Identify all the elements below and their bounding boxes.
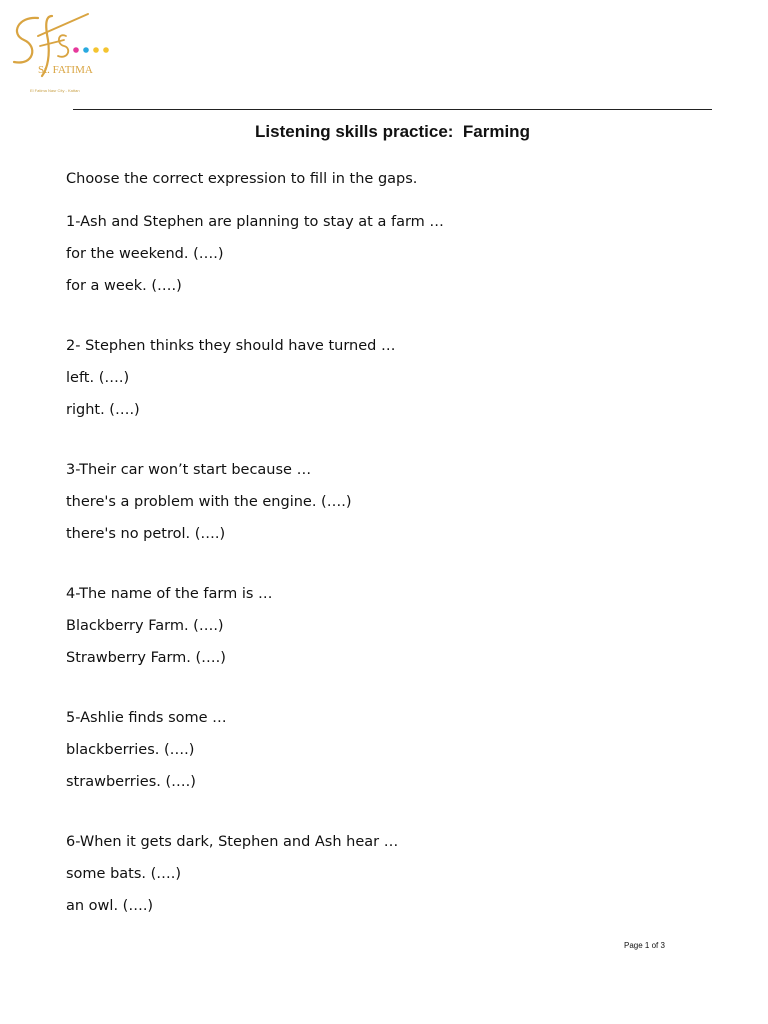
question-prompt: 4-The name of the farm is …: [66, 586, 273, 602]
question-3: [66, 461, 726, 543]
answer-option[interactable]: for the weekend. (….): [66, 246, 224, 262]
logo-dot: [83, 47, 89, 53]
instructions: Choose the correct expression to fill in the gaps.: [66, 171, 418, 187]
answer-option[interactable]: some bats. (….): [66, 866, 182, 882]
logo-name: St. FATIMA: [38, 64, 93, 76]
answer-option[interactable]: for a week. (….): [66, 278, 182, 294]
answer-option[interactable]: right. (….): [66, 402, 140, 418]
worksheet-content: [66, 170, 726, 957]
page-title: Listening skills practice: Farming: [255, 122, 530, 141]
answer-option[interactable]: Strawberry Farm. (….): [66, 650, 226, 666]
logo-mark-icon: [8, 10, 128, 100]
question-6: [66, 833, 726, 915]
question-1: [66, 213, 726, 295]
logo-dot: [73, 47, 79, 53]
question-prompt: 2- Stephen thinks they should have turned …: [66, 338, 396, 354]
question-prompt: 6-When it gets dark, Stephen and Ash hear …: [66, 834, 399, 850]
logo-subtitle: El Fatima Nasr City - Kattan: [30, 88, 80, 93]
page-number: Page 1 of 3: [624, 941, 665, 950]
answer-option[interactable]: an owl. (….): [66, 898, 154, 914]
school-logo: [8, 10, 128, 100]
question-4: [66, 585, 726, 667]
logo-dot: [93, 47, 99, 53]
answer-option[interactable]: strawberries. (….): [66, 774, 196, 790]
question-prompt: 3-Their car won’t start because …: [66, 462, 312, 478]
answer-option[interactable]: blackberries. (….): [66, 742, 195, 758]
question-5: [66, 709, 726, 791]
answer-option[interactable]: there's a problem with the engine. (….): [66, 494, 352, 510]
answer-option[interactable]: left. (….): [66, 370, 130, 386]
question-prompt: 1-Ash and Stephen are planning to stay at a farm …: [66, 214, 444, 230]
question-prompt: 5-Ashlie finds some …: [66, 710, 227, 726]
answer-option[interactable]: there's no petrol. (….): [66, 526, 226, 542]
logo-dot: [103, 47, 109, 53]
question-2: [66, 337, 726, 419]
answer-option[interactable]: Blackberry Farm. (….): [66, 618, 224, 634]
header-rule: [73, 109, 712, 110]
